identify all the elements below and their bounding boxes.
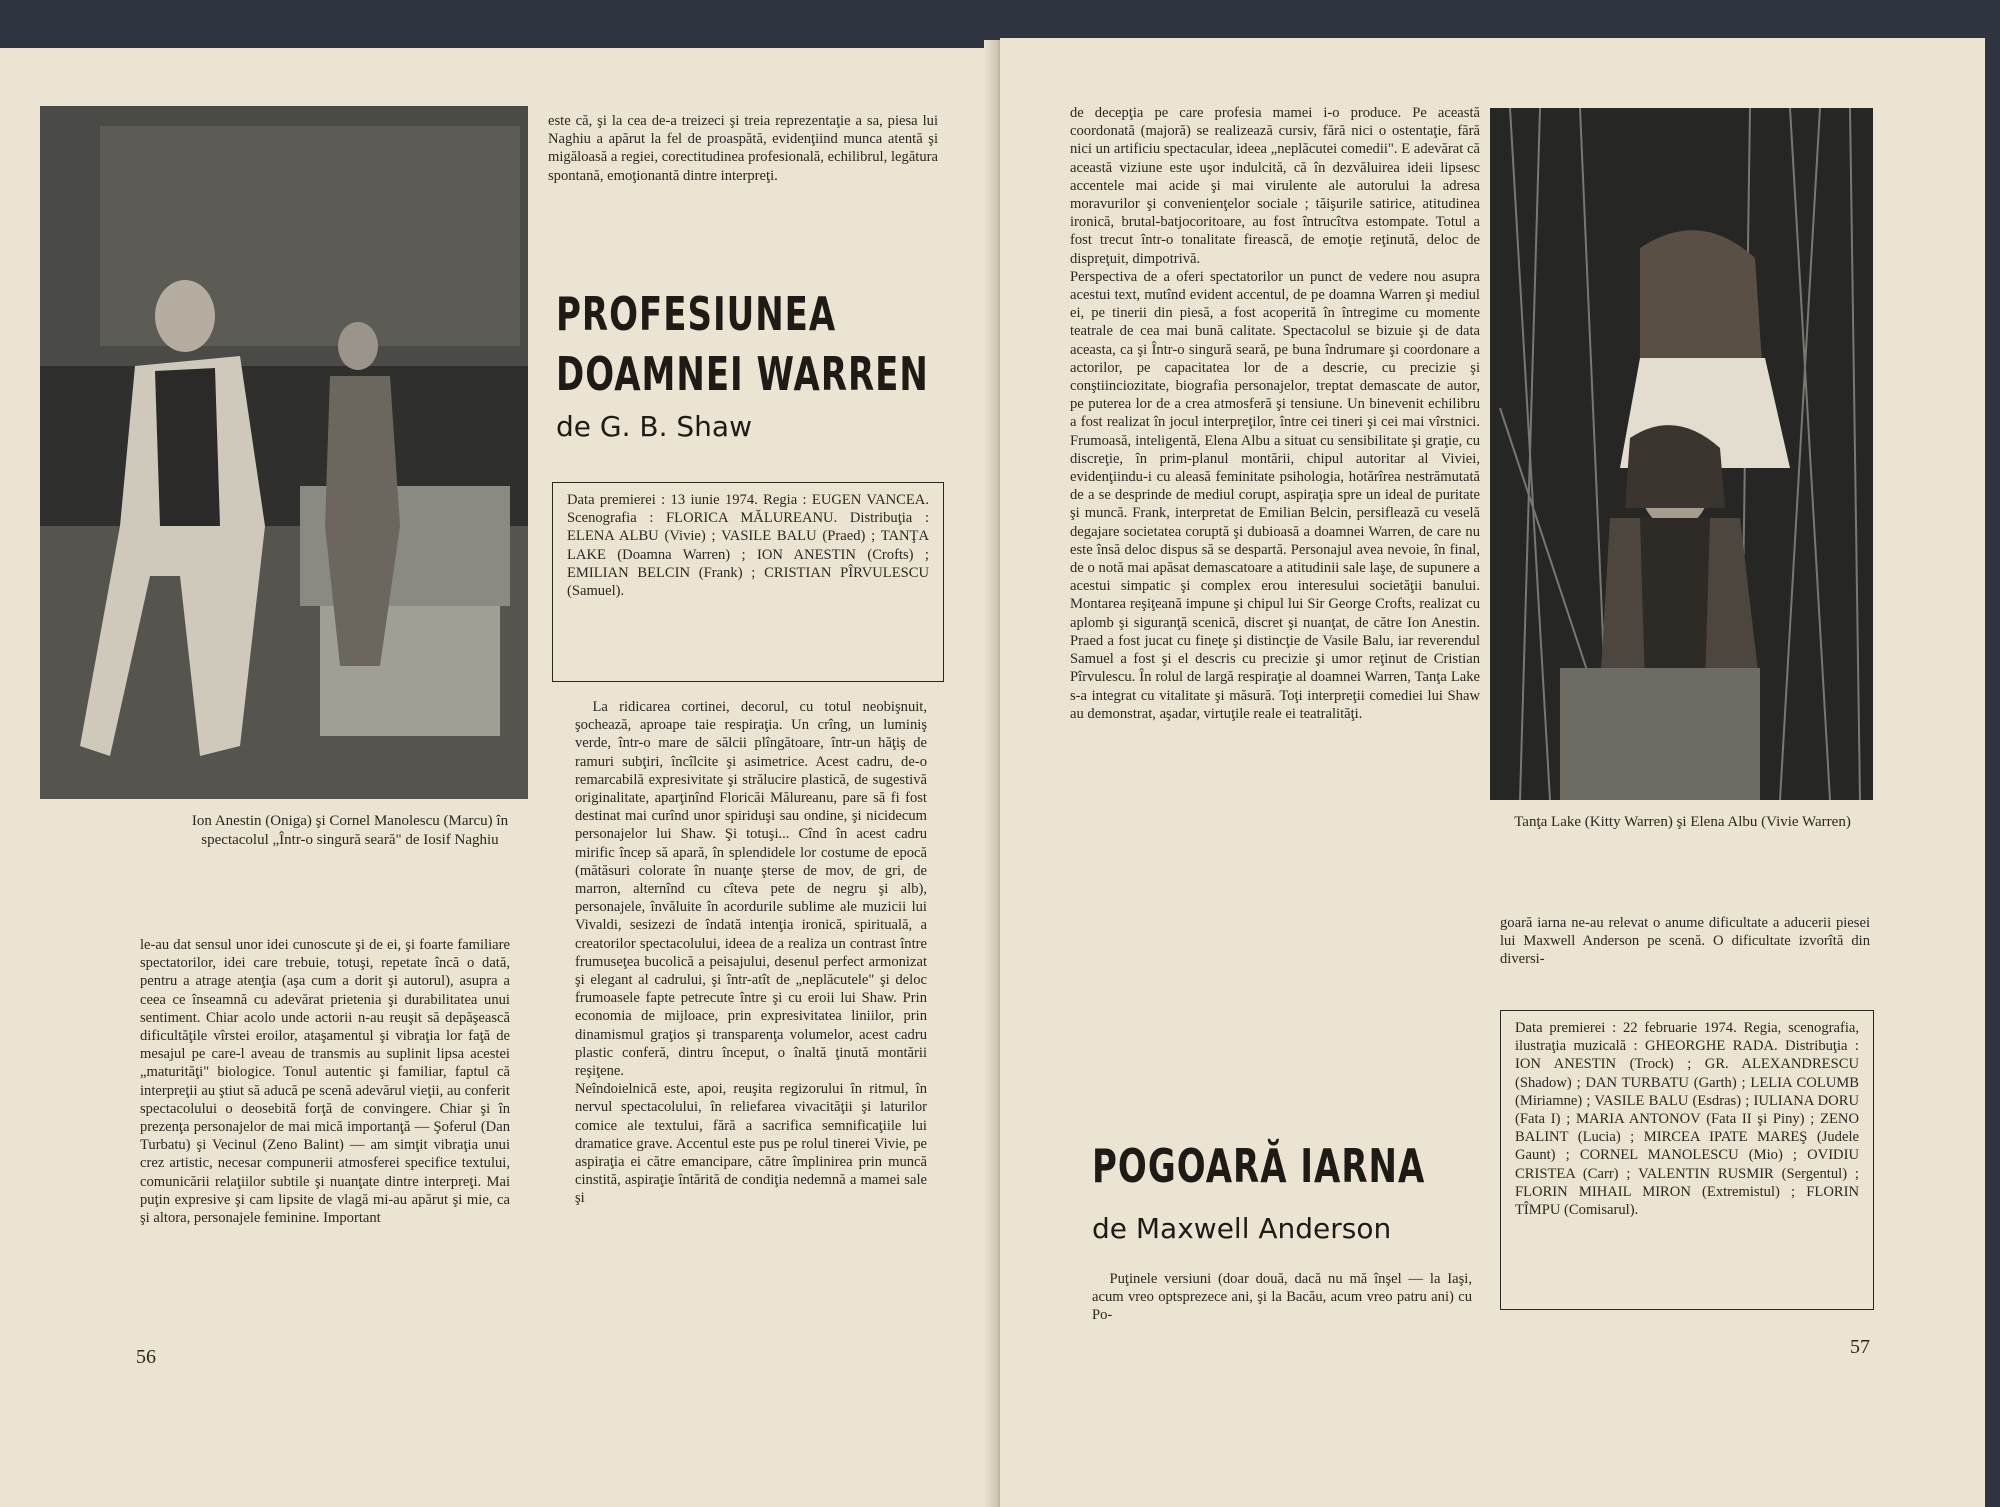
left-column-text xyxy=(1070,104,1480,1114)
photo-two-actresses-branches-icon xyxy=(1490,108,1873,800)
paragraph: le-au dat sensul unor idei cunoscute şi de ei, şi foarte familiare spectatorilor, idei care trebuie, totuşi, repetate încă o dată, pentru a atrage atenţia (aşa cum a dorit şi autorul), asupra a ceea ce înseamnă cu adevărat prietenia şi durabilitatea unui sentiment. Chiar acolo unde actorii n-au reuşit să depăşească dificultăţile vîrstei eroilor, ataşamentul şi vibraţia lor faţă de mesajul pe care-l aveau de transmis au suplinit lipsa acestei „maturităţi" biologice. Tonul autentic şi familiar, faptul că interpreţii au ştiut să aducă pe scenă adevărul vieţii, au conferit spectacolului o deosebită forţă de convingere. Chiar şi în prezenţa personajelor de mai mică importanţă — Şoferul (Dan Turbatu) şi Vecinul (Zeno Balint) — am simţit vibraţia unui crez artistic, necesar compunerii atmosferei specifice textului, comunicării relaţiilor subtile şi nuanţate dintre interpreţi. Mai puţin expresive şi cam lipsite de vlagă mi-au apărut şi mie, ca şi altora, personajele feminine. Important xyxy=(140,937,510,1227)
credits-box: Data premierei : 22 februarie 1974. Regia, scenografia, ilustraţia muzicală : GHEORGHE RADA. Distribuţia : ION ANESTIN (Trock) ; GR. ALEXANDRESCU (Shadow) ; DAN TURBATU (Garth) ; LELIA COLUMB (Miriamne) ; VASILE BALU (Esdras) ; IULIANA DORU (Fata I) ; MARIA ANTONOV (Fata II şi Piny) ; ZENO BALINT (Lucia) ; MIRCEA IPATE MAREŞ (Judele Gaunt) ; CORNEL MANOLESCU (Mio) ; OVIDIU CRISTEA (Carr) ; VALENTIN RUSMIR (Sergentul) ; FLORIN MIHAIL MIRON (Extremistul) ; FLORIN TÎMPU (Comisarul). xyxy=(1500,1010,1874,1310)
left-column-text xyxy=(140,936,510,1376)
right-column-top-text xyxy=(548,112,938,272)
paragraph: este că, şi la cea de-a treizeci şi treia reprezentaţie a sa, piesa lui Naghiu a apărut la fel de proaspătă, evidenţiind munca atentă şi migăloasă a regiei, corectitudinea profesională, echilibrul, legătura spontană, emoţionantă dintre interpreţi. xyxy=(548,113,938,184)
credits-box: Data premierei : 13 iunie 1974. Regia : EUGEN VANCEA. Scenografia : FLORICA MĂLUREANU. Distribuţia : ELENA ALBU (Vivie) ; VASILE BALU (Praed) ; TANŢA LAKE (Doamna Warren) ; ION ANESTIN (Crofts) ; EMILIAN BELCIN (Frank) ; CRISTIAN PÎRVULESCU (Samuel). xyxy=(552,482,944,682)
article-title-line1: PROFESIUNEA xyxy=(556,288,837,342)
photo-stage-actors xyxy=(40,106,528,799)
paragraph: de decepţia pe care profesia mamei i-o produce. Pe această coordonată (majoră) se realizează cursiv, fără nici o ostentaţie, fără nici un artificiu spectacular, ideea „neplăcutei comedii". E adevărat că această viziune este uşor indulcită, că în dezvăluirea ideii lipsesc accentele mai acide şi mai virulente ale autorului la adresa moravurilor şi convenienţelor sociale ; tăişurile satirice, atitudinea ironică, brutal-batjocoritoare, au fost întrucîtva estompate. Totul a fost trecut într-o tonalitate firească, de emoţie reţinută, deloc de dispreţuit, dimpotrivă. Perspectiva de a oferi spectatorilor un punct de vedere nou asupra acestui text, mutînd evident accentul, de pe doamna Warren şi mediul ei, pe tinerii din piesă, a fost acoperită în întregime cu momente teatrale de cea mai bună calitate. Spectacolul se bizuie şi de data aceasta, ca şi Într-o singură seară, pe buna îndrumare şi coordonare a actorilor, pe capacitatea lor de a descrie, cu precizie şi conştiinciozitate, biografia personajelor, treptat demascate de autor, pe puterea lor de a crea atmosferă şi tensiune. Un binevenit echilibru a fost realizat în jocul interpreţilor, între cei tineri şi cei mai vîrstnici. Frumoasă, inteligentă, Elena Albu a situat cu sensibilitate şi graţie, cu discreţie, în prim-planul montării, chipul autoritar al Viviei, evidenţiindu-i cu aleasă feminitate psihologia, hotărîrea nestrămutată de a se desprinde de mediul corupt, aspiraţia spre un ideal de puritate şi muncă. Frank, interpretat de Emilian Belcin, persiflează cu veselă degajare societatea coruptă şi dubioasă a doamnei Warren, de care nu este însă deloc dispus să se despartă. Personajul avea nevoie, în final, de o notă mai apăsat demascatoare a atitudinii sale laşe, de supunere a acestui simpatic şi complex erou interesului societăţii banului. Montarea reşiţeană impune şi chipul lui Sir George Crofts, realizat cu aplomb şi siguranţă scenică, discret şi nuanţat, de către Ion Anestin. Praed a fost jucat cu fineţe şi distincţie de Vasile Balu, iar reverendul Samuel a fost şi el descris cu precizie şi umor reţinut de Cristian Pîrvulescu. În rolul de largă respiraţie al doamnei Warren, Tanţa Lake s-a integrat cu vitalitate şi măsură. Toţi interpreţii comediei lui Shaw au demonstrat, aşadar, virtuţile reale ei teatralităţi. xyxy=(1070,105,1480,722)
photo-actresses xyxy=(1490,108,1873,800)
left-page xyxy=(0,48,1000,1507)
page-number: 57 xyxy=(1850,1336,1870,1358)
article-byline: de G. B. Shaw xyxy=(556,410,752,443)
page-number: 56 xyxy=(136,1346,156,1368)
right-column-body-text xyxy=(575,698,927,1384)
right-column-text xyxy=(1500,914,1870,974)
paragraph: goară iarna ne-au relevat o anume dificultate a aducerii piesei lui Maxwell Anderson pe scenă. O dificultate izvorîtă din diversi- xyxy=(1500,915,1870,968)
photo-caption: Ion Anestin (Oniga) şi Cornel Manolescu (Marcu) în spectacolul „Într-o singură seară" de Iosif Naghiu xyxy=(191,813,509,848)
left-column-bottom-text xyxy=(1092,1270,1472,1340)
paragraph: La ridicarea cortinei, decorul, cu totul neobişnuit, şochează, aproape taie respiraţia. Un crîng, un luminiş verde, într-o mare de sălcii plîngătoare, într-un hăţiş de ramuri subţiri, încîlcite şi asimetrice. Acest cadru, de-o remarcabilă expresivitate şi strălucire plastică, de sugestivă originalitate, aparţinînd Floricăi Mălureanu, pare să fi fost destinat mai curînd unor spiriduşi sau ondine, şi nicidecum personajelor lui Shaw. Şi totuşi... Cînd în acest cadru mirific încep să apară, în splendidele lor costume de epocă (mătăsuri colorate în nuanţe şterse de mov, de gri, de marron, alternînd cu cîteva pete de negru şi alb), personajele, învăluite în acordurile sublime ale muzicii lui Vivaldi, sesizezi de îndată intenţia ironică, spirituală, a creatorilor spectacolului, ideea de a realiza un contrast între frumuseţea bucolică a peisajului, desenul perfect armonizat şi elegant al cadrului, şi într-atît de „neplăcutele" şi deloc frumoasele fapte petrecute între şi cu eroii lui Shaw. Prin economia de mijloace, prin expresivitatea liniilor, prin dinamismul graţios şi transparenţa volumelor, acest cadru plastic conferă, dintru început, o înaltă ţinută montării reşiţene. Neîndoielnică este, apoi, reuşita regizorului în ritmul, în nervul spectacolului, în reliefarea vivacităţii şi laturilor comice ale textului, fără a sacrifica semnificaţiile lui dramatice grave. Accentul este pus pe rolul tinerei Vivie, pe aspiraţia ei către emancipare, către împlinirea prin muncă cinstită, aspiraţie întărită de condiţia nedemnă a mamei sale şi xyxy=(575,699,927,1207)
article-byline: de Maxwell Anderson xyxy=(1092,1212,1392,1245)
photo-caption: Tanţa Lake (Kitty Warren) şi Elena Albu (Vivie Warren) xyxy=(1514,814,1851,830)
photo-two-actors-stage-icon xyxy=(40,106,528,799)
right-page xyxy=(1000,38,1985,1507)
article-title-line2: DOAMNEI WARREN xyxy=(556,348,929,402)
article-title: POGOARĂ IARNA xyxy=(1092,1140,1426,1194)
paragraph: Puţinele versiuni (doar două, dacă nu mă înşel — la Iaşi, acum vreo optsprezece ani, şi la Bacău, acum vreo patru ani) cu Po- xyxy=(1092,1271,1472,1324)
